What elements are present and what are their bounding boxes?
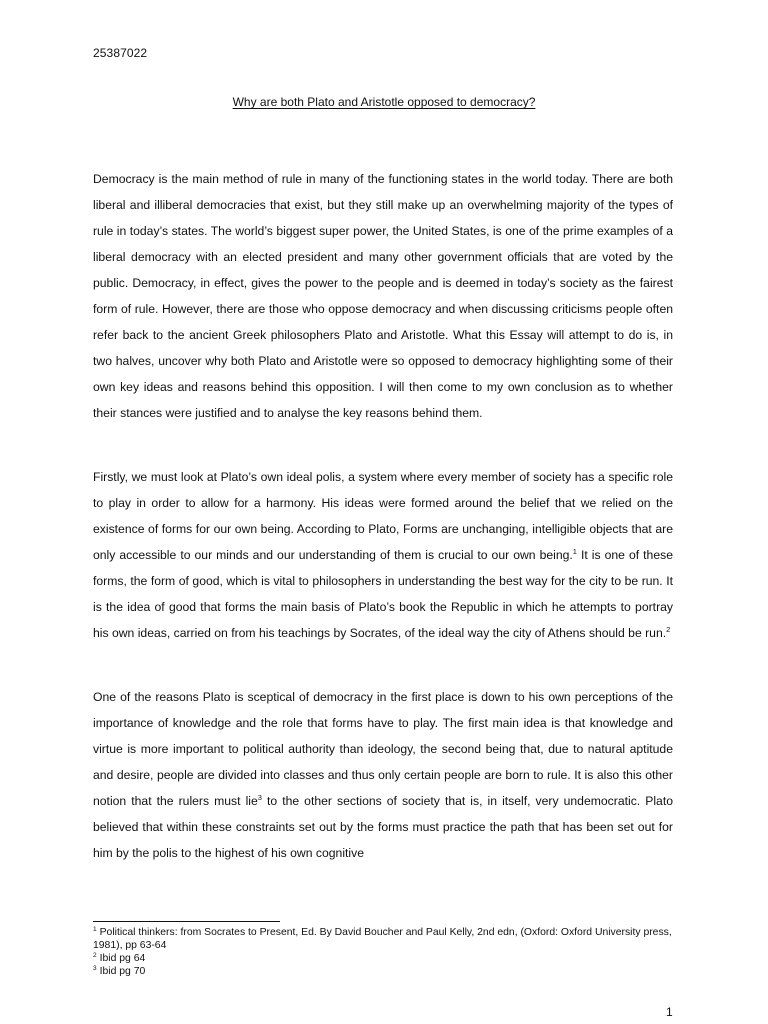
paragraph-text: One of the reasons Plato is sceptical of democracy in the first place is down to his own perceptions of the importance of knowledge and the role that forms have to play. The first main idea is that knowledge and virtue is more important to political authority than ideology, the second being that, due to natural aptitude and desire, people are divided into classes and thus only certain people are born to rule. It is also this other notion that the rulers must lie xyxy=(93,690,673,808)
footnote-separator xyxy=(93,921,280,922)
paragraph-text: Firstly, we must look at Plato’s own ideal polis, a system where every member of society has a specific role to play in order to allow for a harmony. His ideas were formed around the belief that we relied on the existence of forms for our own being. According to Plato, Forms are unchanging, intelligible objects that are only accessible to our minds and our understanding of them is crucial to our own being. xyxy=(93,470,673,562)
footnote-text: Political thinkers: from Socrates to Present, Ed. By David Boucher and Paul Kelly, 2nd edn, (Oxford: Oxford University press, 1981), pp 63-64 xyxy=(93,927,672,951)
footnote-3 xyxy=(93,965,673,978)
footnote-text: Ibid pg 64 xyxy=(99,953,146,964)
paragraph-1 xyxy=(93,166,673,426)
footnote-number: 2 xyxy=(93,952,97,959)
paragraph-3 xyxy=(93,684,673,866)
page-number: 1 xyxy=(666,1005,673,1019)
footnote-number: 3 xyxy=(93,965,97,972)
footnotes xyxy=(93,926,673,978)
footnote-marker: 1 xyxy=(572,547,577,556)
essay-title-line xyxy=(0,95,768,109)
footnote-marker: 3 xyxy=(257,793,262,802)
paragraph-text: Democracy is the main method of rule in many of the functioning states in the world today. There are both liberal and illiberal democracies that exist, but they still make up an overwhelming majority of the types of rule in today’s states. The world’s biggest super power, the United States, is one of the prime examples of a liberal democracy with an elected president and many other government officials that are voted by the public. Democracy, in effect, gives the power to the people and is deemed in today’s society as the fairest form of rule. However, there are those who oppose democracy and when discussing criticisms people often refer back to the ancient Greek philosophers Plato and Aristotle. What this Essay will attempt to do is, in two halves, uncover why both Plato and Aristotle were so opposed to democracy highlighting some of their own key ideas and reasons behind this opposition. I will then come to my own conclusion as to whether their stances were justified and to analyse the key reasons behind them. xyxy=(93,172,673,420)
footnote-text: Ibid pg 70 xyxy=(99,966,146,977)
paragraph-text: to the other sections of society that is, in itself, very undemocratic. Plato believed that within these constraints set out by the forms must practice the path that has been set out for him by the polis to the highest of his own cognitive xyxy=(93,794,673,860)
footnote-marker: 2 xyxy=(666,625,671,634)
student-id: 25387022 xyxy=(93,46,148,60)
footnote-1 xyxy=(93,926,673,952)
footnote-2 xyxy=(93,952,673,965)
paragraph-2 xyxy=(93,464,673,646)
paragraph-text: It is one of these forms, the form of good, which is vital to philosophers in understanding the best way for the city to be run. It is the idea of good that forms the main basis of Plato’s book the Republic in which he attempts to portray his own ideas, carried on from his teachings by Socrates, of the ideal way the city of Athens should be run. xyxy=(93,548,673,640)
footnote-number: 1 xyxy=(93,926,97,933)
essay-title: Why are both Plato and Aristotle opposed to democracy? xyxy=(232,95,536,109)
